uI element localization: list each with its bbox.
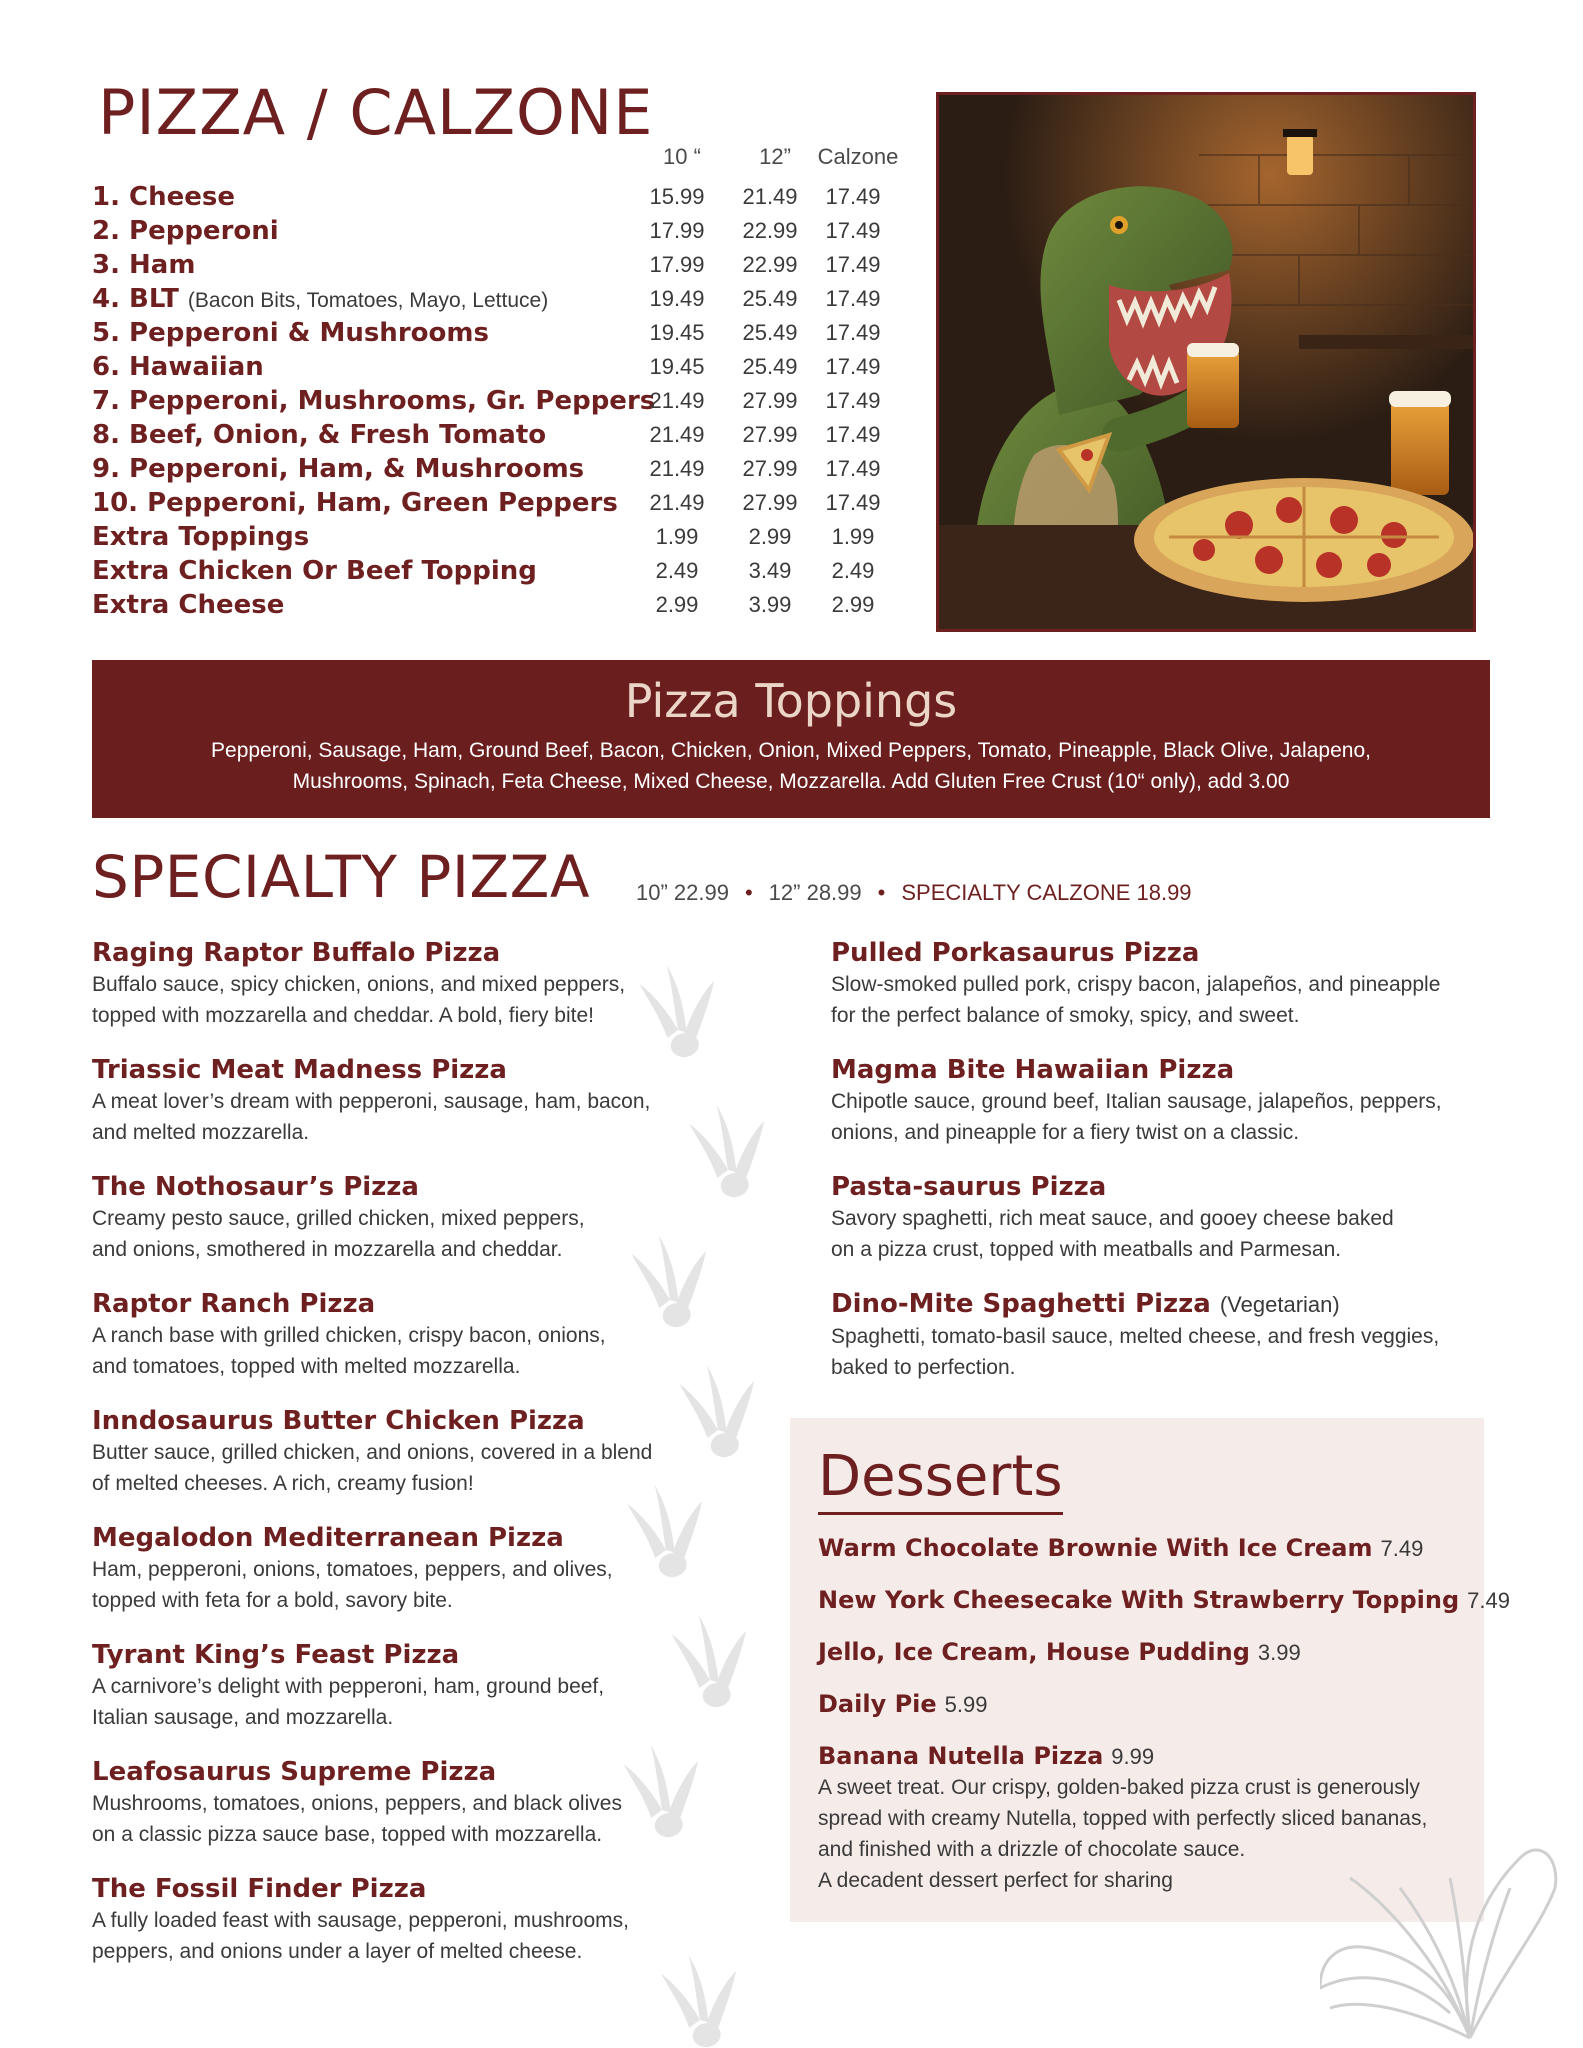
pizza-row	[92, 588, 912, 622]
specialty-item	[92, 937, 712, 1031]
price-calzone: 17.49	[825, 422, 881, 447]
specialty-item-name: Triassic Meat Madness Pizza	[92, 1055, 507, 1085]
dessert-item	[818, 1534, 1468, 1562]
pizza-calzone-title: PIZZA / CALZONE	[98, 76, 654, 149]
col-header-calzone: Calzone	[817, 144, 899, 169]
specialty-item-desc: A meat lover’s dream with pepperoni, sausage, ham, bacon,	[92, 1090, 651, 1113]
specialty-item-desc: peppers, and onions under a layer of melted cheese.	[92, 1940, 583, 1963]
specialty-item-name: Inndosaurus Butter Chicken Pizza	[92, 1406, 585, 1436]
pizza-row	[92, 520, 912, 554]
price-12: 27.99	[742, 388, 798, 413]
dessert-item	[818, 1638, 1468, 1666]
dessert-desc: A sweet treat. Our crispy, golden-baked pizza crust is generously	[818, 1776, 1420, 1799]
col-header-10: 10 “	[663, 144, 701, 169]
price-calzone: 17.49	[825, 456, 881, 481]
desserts-title: Desserts	[818, 1446, 1063, 1515]
specialty-item	[831, 937, 1491, 1031]
specialty-item-desc: Italian sausage, and mozzarella.	[92, 1706, 394, 1729]
toppings-list-line-1: Pepperoni, Sausage, Ham, Ground Beef, Bacon, Chicken, Onion, Mixed Peppers, Tomato, Pineapple, Black Olive, Jalapeno,	[211, 738, 1371, 762]
dessert-desc: A decadent dessert perfect for sharing	[818, 1869, 1173, 1892]
specialty-item	[92, 1054, 712, 1148]
specialty-item-desc: Chipotle sauce, ground beef, Italian sausage, jalapeños, peppers,	[831, 1090, 1442, 1113]
price-12: 22.99	[742, 218, 798, 243]
pizza-row	[92, 384, 912, 418]
pizza-row	[92, 316, 912, 350]
dessert-item	[818, 1586, 1510, 1614]
dessert-desc: spread with creamy Nutella, topped with perfectly sliced bananas,	[818, 1807, 1428, 1830]
specialty-item-name: The Nothosaur’s Pizza	[92, 1172, 419, 1202]
dessert-name: Jello, Ice Cream, House Pudding	[818, 1638, 1250, 1666]
pizza-row	[92, 248, 912, 282]
price-10: 21.49	[649, 490, 705, 515]
specialty-price-10: 10” 22.99	[636, 880, 729, 905]
separator-dot: •	[744, 880, 753, 905]
specialty-item-desc: for the perfect balance of smoky, spicy, and sweet.	[831, 1004, 1300, 1027]
specialty-item-note: (Vegetarian)	[1219, 1292, 1340, 1317]
price-calzone: 17.49	[825, 184, 881, 209]
specialty-item-desc: topped with mozzarella and cheddar. A bold, fiery bite!	[92, 1004, 594, 1027]
specialty-item	[92, 1288, 712, 1382]
specialty-item	[92, 1756, 712, 1850]
specialty-item-desc: Mushrooms, tomatoes, onions, peppers, and black olives	[92, 1792, 622, 1815]
price-10: 15.99	[649, 184, 705, 209]
pizza-row	[92, 452, 912, 486]
specialty-item	[831, 1054, 1491, 1148]
specialty-item-desc: Creamy pesto sauce, grilled chicken, mixed peppers,	[92, 1207, 585, 1230]
specialty-item-desc: A ranch base with grilled chicken, crispy bacon, onions,	[92, 1324, 606, 1347]
dessert-name: Banana Nutella Pizza	[818, 1742, 1104, 1770]
price-12: 25.49	[742, 354, 798, 379]
price-12: 3.49	[748, 558, 792, 583]
price-calzone: 17.49	[825, 252, 881, 277]
pizza-row	[92, 418, 912, 452]
price-calzone: 1.99	[831, 524, 875, 549]
specialty-item	[92, 1522, 712, 1616]
dessert-price: 7.49	[1380, 1536, 1424, 1561]
pizza-name: Extra Chicken Or Beef Topping	[92, 556, 537, 586]
specialty-item-name: Tyrant King’s Feast Pizza	[92, 1640, 460, 1670]
specialty-item-desc: A fully loaded feast with sausage, pepperoni, mushrooms,	[92, 1909, 629, 1932]
pizza-name: 3. Ham	[92, 250, 196, 280]
dessert-name: Daily Pie	[818, 1690, 937, 1718]
specialty-item-desc: Ham, pepperoni, onions, tomatoes, peppers, and olives,	[92, 1558, 613, 1581]
specialty-item-name: Pulled Porkasaurus Pizza	[831, 938, 1200, 968]
price-calzone: 2.49	[831, 558, 875, 583]
specialty-item-desc: and onions, smothered in mozzarella and cheddar.	[92, 1238, 563, 1261]
specialty-item	[92, 1873, 712, 1967]
price-calzone: 17.49	[825, 388, 881, 413]
dessert-price: 9.99	[1111, 1744, 1155, 1769]
specialty-item-desc: Slow-smoked pulled pork, crispy bacon, jalapeños, and pineapple	[831, 973, 1441, 996]
pizza-row	[92, 214, 912, 248]
dessert-item	[818, 1690, 1468, 1718]
specialty-item-name: Raging Raptor Buffalo Pizza	[92, 938, 501, 968]
specialty-item-name: Dino-Mite Spaghetti Pizza	[831, 1289, 1211, 1319]
pizza-row	[92, 180, 912, 214]
pizza-name: 6. Hawaiian	[92, 352, 264, 382]
price-10: 17.99	[649, 252, 705, 277]
specialty-item-desc: of melted cheeses. A rich, creamy fusion!	[92, 1472, 474, 1495]
price-10: 21.49	[649, 422, 705, 447]
dessert-desc: and finished with a drizzle of chocolate sauce.	[818, 1838, 1246, 1861]
dessert-price: 7.49	[1467, 1588, 1510, 1613]
pizza-row	[92, 486, 912, 520]
dino-pizza-photo	[936, 92, 1476, 632]
specialty-item	[92, 1171, 712, 1265]
pizza-name: 4. BLT	[92, 284, 179, 314]
specialty-item	[92, 1639, 712, 1733]
specialty-item-desc: Butter sauce, grilled chicken, and onions, covered in a blend	[92, 1441, 653, 1464]
dessert-name: New York Cheesecake With Strawberry Topping	[818, 1586, 1460, 1614]
price-12: 27.99	[742, 490, 798, 515]
specialty-item-name: Leafosaurus Supreme Pizza	[92, 1757, 497, 1787]
specialty-pizza-title: SPECIALTY PIZZA	[92, 843, 591, 911]
price-12: 3.99	[748, 592, 792, 617]
pizza-note: (Bacon Bits, Tomatoes, Mayo, Lettuce)	[187, 289, 549, 312]
toppings-band	[92, 660, 1490, 818]
price-calzone: 17.49	[825, 286, 881, 311]
specialty-item-desc: Buffalo sauce, spicy chicken, onions, and mixed peppers,	[92, 973, 626, 996]
price-10: 2.49	[655, 558, 699, 583]
specialty-item-desc: topped with feta for a bold, savory bite.	[92, 1589, 453, 1612]
pizza-name: Extra Toppings	[92, 522, 310, 552]
specialty-item-name: Pasta-saurus Pizza	[831, 1172, 1107, 1202]
specialty-item-name: Raptor Ranch Pizza	[92, 1289, 376, 1319]
price-12: 22.99	[742, 252, 798, 277]
specialty-prices	[636, 880, 1192, 906]
pizza-name: 8. Beef, Onion, & Fresh Tomato	[92, 420, 547, 450]
pizza-name: 5. Pepperoni & Mushrooms	[92, 318, 489, 348]
specialty-item	[831, 1288, 1491, 1383]
specialty-item-desc: on a classic pizza sauce base, topped with mozzarella.	[92, 1823, 603, 1846]
price-10: 21.49	[649, 456, 705, 481]
price-12: 27.99	[742, 456, 798, 481]
specialty-item-desc: Spaghetti, tomato-basil sauce, melted cheese, and fresh veggies,	[831, 1325, 1440, 1348]
specialty-item-desc: baked to perfection.	[831, 1356, 1016, 1379]
pizza-row	[92, 282, 912, 316]
specialty-price-12: 12” 28.99	[768, 880, 862, 905]
dessert-name: Warm Chocolate Brownie With Ice Cream	[818, 1534, 1373, 1562]
specialty-item-desc: onions, and pineapple for a fiery twist on a classic.	[831, 1121, 1300, 1144]
toppings-title: Pizza Toppings	[624, 674, 958, 728]
price-12: 25.49	[742, 320, 798, 345]
dessert-price: 5.99	[944, 1692, 988, 1717]
price-calzone: 17.49	[825, 320, 881, 345]
price-10: 17.99	[649, 218, 705, 243]
specialty-item-name: Magma Bite Hawaiian Pizza	[831, 1055, 1235, 1085]
specialty-item-name: Megalodon Mediterranean Pizza	[92, 1523, 564, 1553]
pizza-name: 9. Pepperoni, Ham, & Mushrooms	[92, 454, 585, 484]
pizza-name: 10. Pepperoni, Ham, Green Peppers	[92, 488, 618, 518]
pizza-name: 2. Pepperoni	[92, 216, 279, 246]
specialty-calzone-price: SPECIALTY CALZONE 18.99	[901, 880, 1192, 905]
pizza-price-table	[92, 180, 912, 622]
price-12: 27.99	[742, 422, 798, 447]
separator-dot: •	[877, 880, 886, 905]
col-header-12: 12”	[759, 144, 791, 169]
specialty-item-desc: and tomatoes, topped with melted mozzarella.	[92, 1355, 521, 1378]
pizza-name: 7. Pepperoni, Mushrooms, Gr. Peppers	[92, 386, 656, 416]
specialty-item-desc: and melted mozzarella.	[92, 1121, 310, 1144]
specialty-item-desc: A carnivore’s delight with pepperoni, ham, ground beef,	[92, 1675, 605, 1698]
specialty-item	[831, 1171, 1491, 1265]
price-12: 2.99	[748, 524, 792, 549]
dessert-price: 3.99	[1257, 1640, 1301, 1665]
price-10: 19.49	[649, 286, 705, 311]
price-12: 25.49	[742, 286, 798, 311]
price-calzone: 17.49	[825, 354, 881, 379]
pizza-row	[92, 554, 912, 588]
specialty-item-desc: on a pizza crust, topped with meatballs and Parmesan.	[831, 1238, 1342, 1261]
price-calzone: 2.99	[831, 592, 875, 617]
specialty-item-desc: Savory spaghetti, rich meat sauce, and gooey cheese baked	[831, 1207, 1394, 1230]
toppings-list-line-2: Mushrooms, Spinach, Feta Cheese, Mixed Cheese, Mozzarella. Add Gluten Free Crust (10“ only), add 3.00	[292, 769, 1290, 793]
price-calzone: 17.49	[825, 490, 881, 515]
ginkgo-leaf-icon	[1320, 1838, 1560, 2048]
price-10: 2.99	[655, 592, 699, 617]
price-10: 19.45	[649, 354, 705, 379]
specialty-item	[92, 1405, 712, 1499]
price-calzone: 17.49	[825, 218, 881, 243]
price-10: 21.49	[649, 388, 705, 413]
pizza-name: Extra Cheese	[92, 590, 285, 620]
price-10: 1.99	[655, 524, 699, 549]
specialty-item-name: The Fossil Finder Pizza	[92, 1874, 427, 1904]
price-12: 21.49	[742, 184, 798, 209]
pizza-row	[92, 350, 912, 384]
pizza-name: 1. Cheese	[92, 182, 235, 212]
price-10: 19.45	[649, 320, 705, 345]
